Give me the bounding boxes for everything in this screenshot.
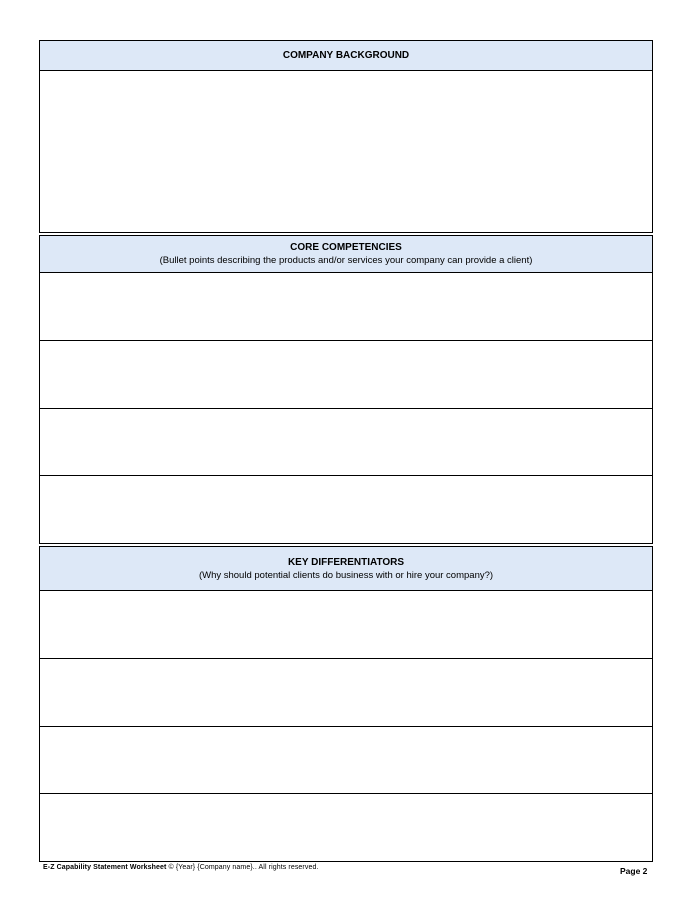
page-number: Page 2 bbox=[620, 866, 648, 876]
core-competencies-section bbox=[39, 235, 653, 544]
key-differentiators-section bbox=[39, 546, 653, 862]
footer-copyright bbox=[43, 864, 319, 871]
key-differentiators-header bbox=[40, 547, 652, 591]
key-differentiators-title: KEY DIFFERENTIATORS bbox=[287, 556, 405, 568]
company-background-field[interactable] bbox=[40, 71, 652, 232]
company-background-header bbox=[40, 41, 652, 71]
core-competency-row-3[interactable] bbox=[40, 409, 652, 476]
core-competencies-subtitle: (Bullet points describing the products and/or services your company can provide a client) bbox=[159, 255, 533, 266]
key-differentiators-subtitle: (Why should potential clients do business with or hire your company?) bbox=[198, 569, 494, 581]
key-differentiator-row-4[interactable] bbox=[40, 794, 652, 861]
key-differentiator-row-3[interactable] bbox=[40, 727, 652, 794]
core-competency-row-1[interactable] bbox=[40, 273, 652, 341]
footer-worksheet-name: E-Z Capability Statement Worksheet bbox=[43, 864, 167, 871]
key-differentiator-row-1[interactable] bbox=[40, 591, 652, 659]
core-competencies-title: CORE COMPETENCIES bbox=[290, 242, 402, 253]
core-competency-row-4[interactable] bbox=[40, 476, 652, 543]
company-background-section bbox=[39, 40, 653, 233]
core-competency-row-2[interactable] bbox=[40, 341, 652, 409]
key-differentiator-row-2[interactable] bbox=[40, 659, 652, 727]
footer-copyright-text: © {Year} {Company name}.. All rights reserved. bbox=[168, 864, 319, 871]
company-background-title: COMPANY BACKGROUND bbox=[282, 50, 410, 61]
core-competencies-header bbox=[40, 236, 652, 273]
